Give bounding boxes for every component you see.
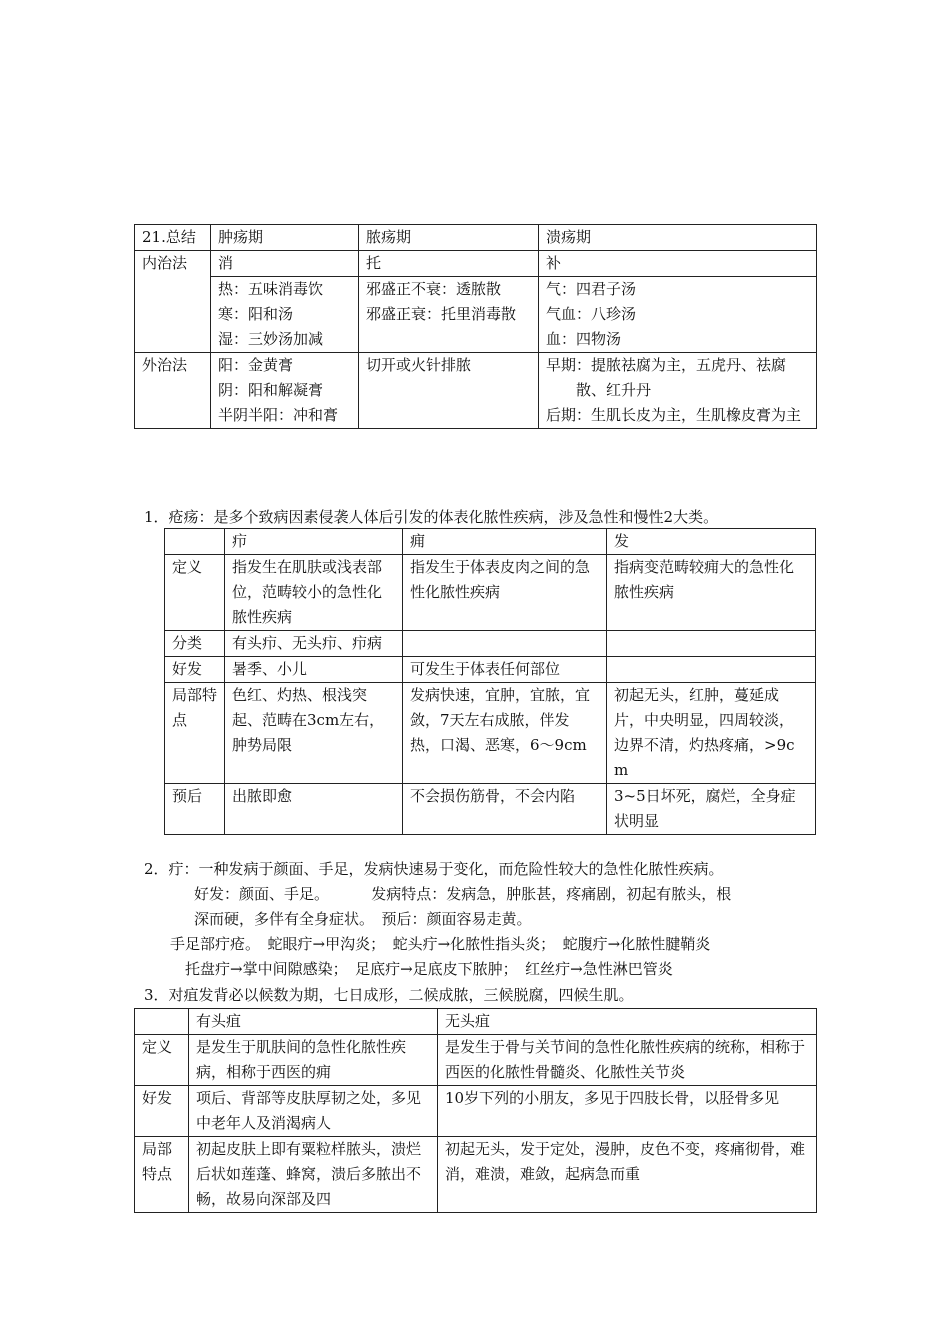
table-header-cell: 发 bbox=[607, 529, 816, 555]
table-cell: 指病变范畴较痈大的急性化脓性疾病 bbox=[607, 555, 816, 631]
table-row bbox=[135, 225, 817, 251]
table-header-cell bbox=[165, 529, 225, 555]
cell-line: 后期：生肌长皮为主，生肌橡皮膏为主 bbox=[546, 406, 802, 424]
table-cell: 补 bbox=[539, 251, 817, 277]
row-label: 局部特点 bbox=[165, 683, 225, 784]
cell-line: 半阴半阳：冲和膏 bbox=[218, 406, 339, 424]
table-row bbox=[165, 683, 816, 784]
section-1-heading: 1．疮疡：是多个致病因素侵袭人体后引发的体表化脓性疾病，涉及急性和慢性2大类。 bbox=[144, 508, 719, 526]
table-cell bbox=[539, 277, 817, 353]
table-cell: 指发生在肌肤或浅表部位，范畴较小的急性化脓性疾病 bbox=[225, 555, 403, 631]
row-label: 好发 bbox=[135, 1086, 189, 1137]
row-label: 预后 bbox=[165, 784, 225, 835]
cell-line: 寒：阳和汤 bbox=[218, 305, 294, 323]
sore-types-table bbox=[164, 528, 816, 835]
table-row bbox=[135, 277, 817, 353]
table-cell: 暑季、小儿 bbox=[225, 657, 403, 683]
cell-line: 气血：八珍汤 bbox=[546, 305, 637, 323]
table-cell: 发病快速，宜肿，宜脓，宜敛，7天左右成脓，伴发热，口渴、恶寒，6～9cm bbox=[403, 683, 607, 784]
cell-line: 热：五味消毒饮 bbox=[218, 280, 324, 298]
table-cell: 项后、背部等皮肤厚韧之处，多见中老年人及消渴病人 bbox=[189, 1086, 438, 1137]
cell-line: 血：四物汤 bbox=[546, 330, 622, 348]
treatment-summary-table bbox=[134, 224, 817, 429]
table-row bbox=[165, 555, 816, 631]
table-header-cell: 溃疡期 bbox=[539, 225, 817, 251]
cell-line: 阴：阳和解凝膏 bbox=[218, 381, 324, 399]
table-row bbox=[165, 631, 816, 657]
section-3-heading: 3．对疽发背必以候数为期，七日成形，二候成脓，三候脱腐，四候生肌。 bbox=[144, 986, 634, 1004]
table-cell: 托 bbox=[359, 251, 539, 277]
row-label: 局部特点 bbox=[135, 1137, 189, 1213]
table-cell bbox=[607, 657, 816, 683]
table-row bbox=[135, 1086, 817, 1137]
table-header-cell: 痈 bbox=[403, 529, 607, 555]
section-2-line: 好发：颜面、手足。 发病特点：发病急，肿胀甚，疼痛剧，初起有脓头，根 bbox=[194, 885, 732, 903]
table-cell: 初起无头，发于定处，漫肿，皮色不变，疼痛彻骨，难消，难溃，难敛，起病急而重 bbox=[438, 1137, 817, 1213]
row-label: 外治法 bbox=[135, 353, 211, 429]
cell-line: 邪盛正衰：托里消毒散 bbox=[366, 305, 517, 323]
table-row bbox=[135, 251, 817, 277]
table-cell: 消 bbox=[211, 251, 359, 277]
table-cell: 3~5日坏死，腐烂，全身症状明显 bbox=[607, 784, 816, 835]
table-row bbox=[165, 784, 816, 835]
table-cell: 初起皮肤上即有粟粒样脓头，溃烂后状如莲蓬、蜂窝，溃后多脓出不畅，故易向深部及四 bbox=[189, 1137, 438, 1213]
table-cell: 是发生于肌肤间的急性化脓性疾病，相称于西医的痈 bbox=[189, 1035, 438, 1086]
table-cell: 切开或火针排脓 bbox=[359, 353, 539, 429]
table-header-cell: 疖 bbox=[225, 529, 403, 555]
section-2-line: 手足部疔疮。 蛇眼疔→甲沟炎； 蛇头疔→化脓性指头炎； 蛇腹疔→化脓性腱鞘炎 bbox=[170, 935, 711, 953]
table-cell bbox=[607, 631, 816, 657]
cell-line: 早期：提脓祛腐为主，五虎丹、祛腐散、红升丹 bbox=[546, 356, 787, 399]
section-2-heading: 2．疔：一种发病于颜面、手足，发病快速易于变化，而危险性较大的急性化脓性疾病。 bbox=[144, 860, 724, 878]
section-2-line: 托盘疔→掌中间隙感染； 足底疔→足底皮下脓肿； 红丝疔→急性淋巴管炎 bbox=[185, 960, 673, 978]
table-header-cell: 肿疡期 bbox=[211, 225, 359, 251]
cell-line: 邪盛正不衰：透脓散 bbox=[366, 280, 502, 298]
multiline-cell bbox=[546, 353, 809, 428]
table-header-cell bbox=[135, 1009, 189, 1035]
row-label: 内治法 bbox=[135, 251, 211, 353]
multiline-cell bbox=[546, 277, 809, 352]
table-cell: 可发生于体表任何部位 bbox=[403, 657, 607, 683]
table-cell bbox=[211, 277, 359, 353]
table-header-cell: 无头疽 bbox=[438, 1009, 817, 1035]
table-cell: 色红、灼热、根浅突起、范畴在3cm左右，肿势局限 bbox=[225, 683, 403, 784]
multiline-cell bbox=[366, 277, 531, 327]
table-cell: 指发生于体表皮肉之间的急性化脓性疾病 bbox=[403, 555, 607, 631]
section-2-line: 深而硬，多伴有全身症状。 预后：颜面容易走黄。 bbox=[194, 910, 532, 928]
table-cell: 10岁下列的小朋友，多见于四肢长骨，以胫骨多见 bbox=[438, 1086, 817, 1137]
carbuncle-table bbox=[134, 1008, 817, 1213]
table-header-cell: 有头疽 bbox=[189, 1009, 438, 1035]
table-row bbox=[135, 1137, 817, 1213]
table-header-cell: 21.总结 bbox=[135, 225, 211, 251]
table-row bbox=[135, 1009, 817, 1035]
table-cell: 是发生于骨与关节间的急性化脓性疾病的统称，相称于西医的化脓性骨髓炎、化脓性关节炎 bbox=[438, 1035, 817, 1086]
table-row bbox=[135, 353, 817, 429]
row-label: 好发 bbox=[165, 657, 225, 683]
cell-line: 气：四君子汤 bbox=[546, 280, 637, 298]
table-cell bbox=[403, 631, 607, 657]
cell-line: 湿：三妙汤加减 bbox=[218, 330, 324, 348]
table-cell bbox=[539, 353, 817, 429]
cell-line: 阳：金黄膏 bbox=[218, 356, 294, 374]
table-cell: 初起无头，红肿，蔓延成片，中央明显，四周较淡，边界不清，灼热疼痛，>9cm bbox=[607, 683, 816, 784]
table-cell bbox=[211, 353, 359, 429]
table-row bbox=[135, 1035, 817, 1086]
row-label: 定义 bbox=[135, 1035, 189, 1086]
table-row bbox=[165, 657, 816, 683]
table-cell: 出脓即愈 bbox=[225, 784, 403, 835]
multiline-cell bbox=[218, 277, 351, 352]
table-cell: 有头疖、无头疖、疖病 bbox=[225, 631, 403, 657]
table-header-cell: 脓疡期 bbox=[359, 225, 539, 251]
table-row bbox=[165, 529, 816, 555]
row-label: 分类 bbox=[165, 631, 225, 657]
row-label: 定义 bbox=[165, 555, 225, 631]
table-cell bbox=[359, 277, 539, 353]
table-cell: 不会损伤筋骨，不会内陷 bbox=[403, 784, 607, 835]
multiline-cell bbox=[218, 353, 351, 428]
